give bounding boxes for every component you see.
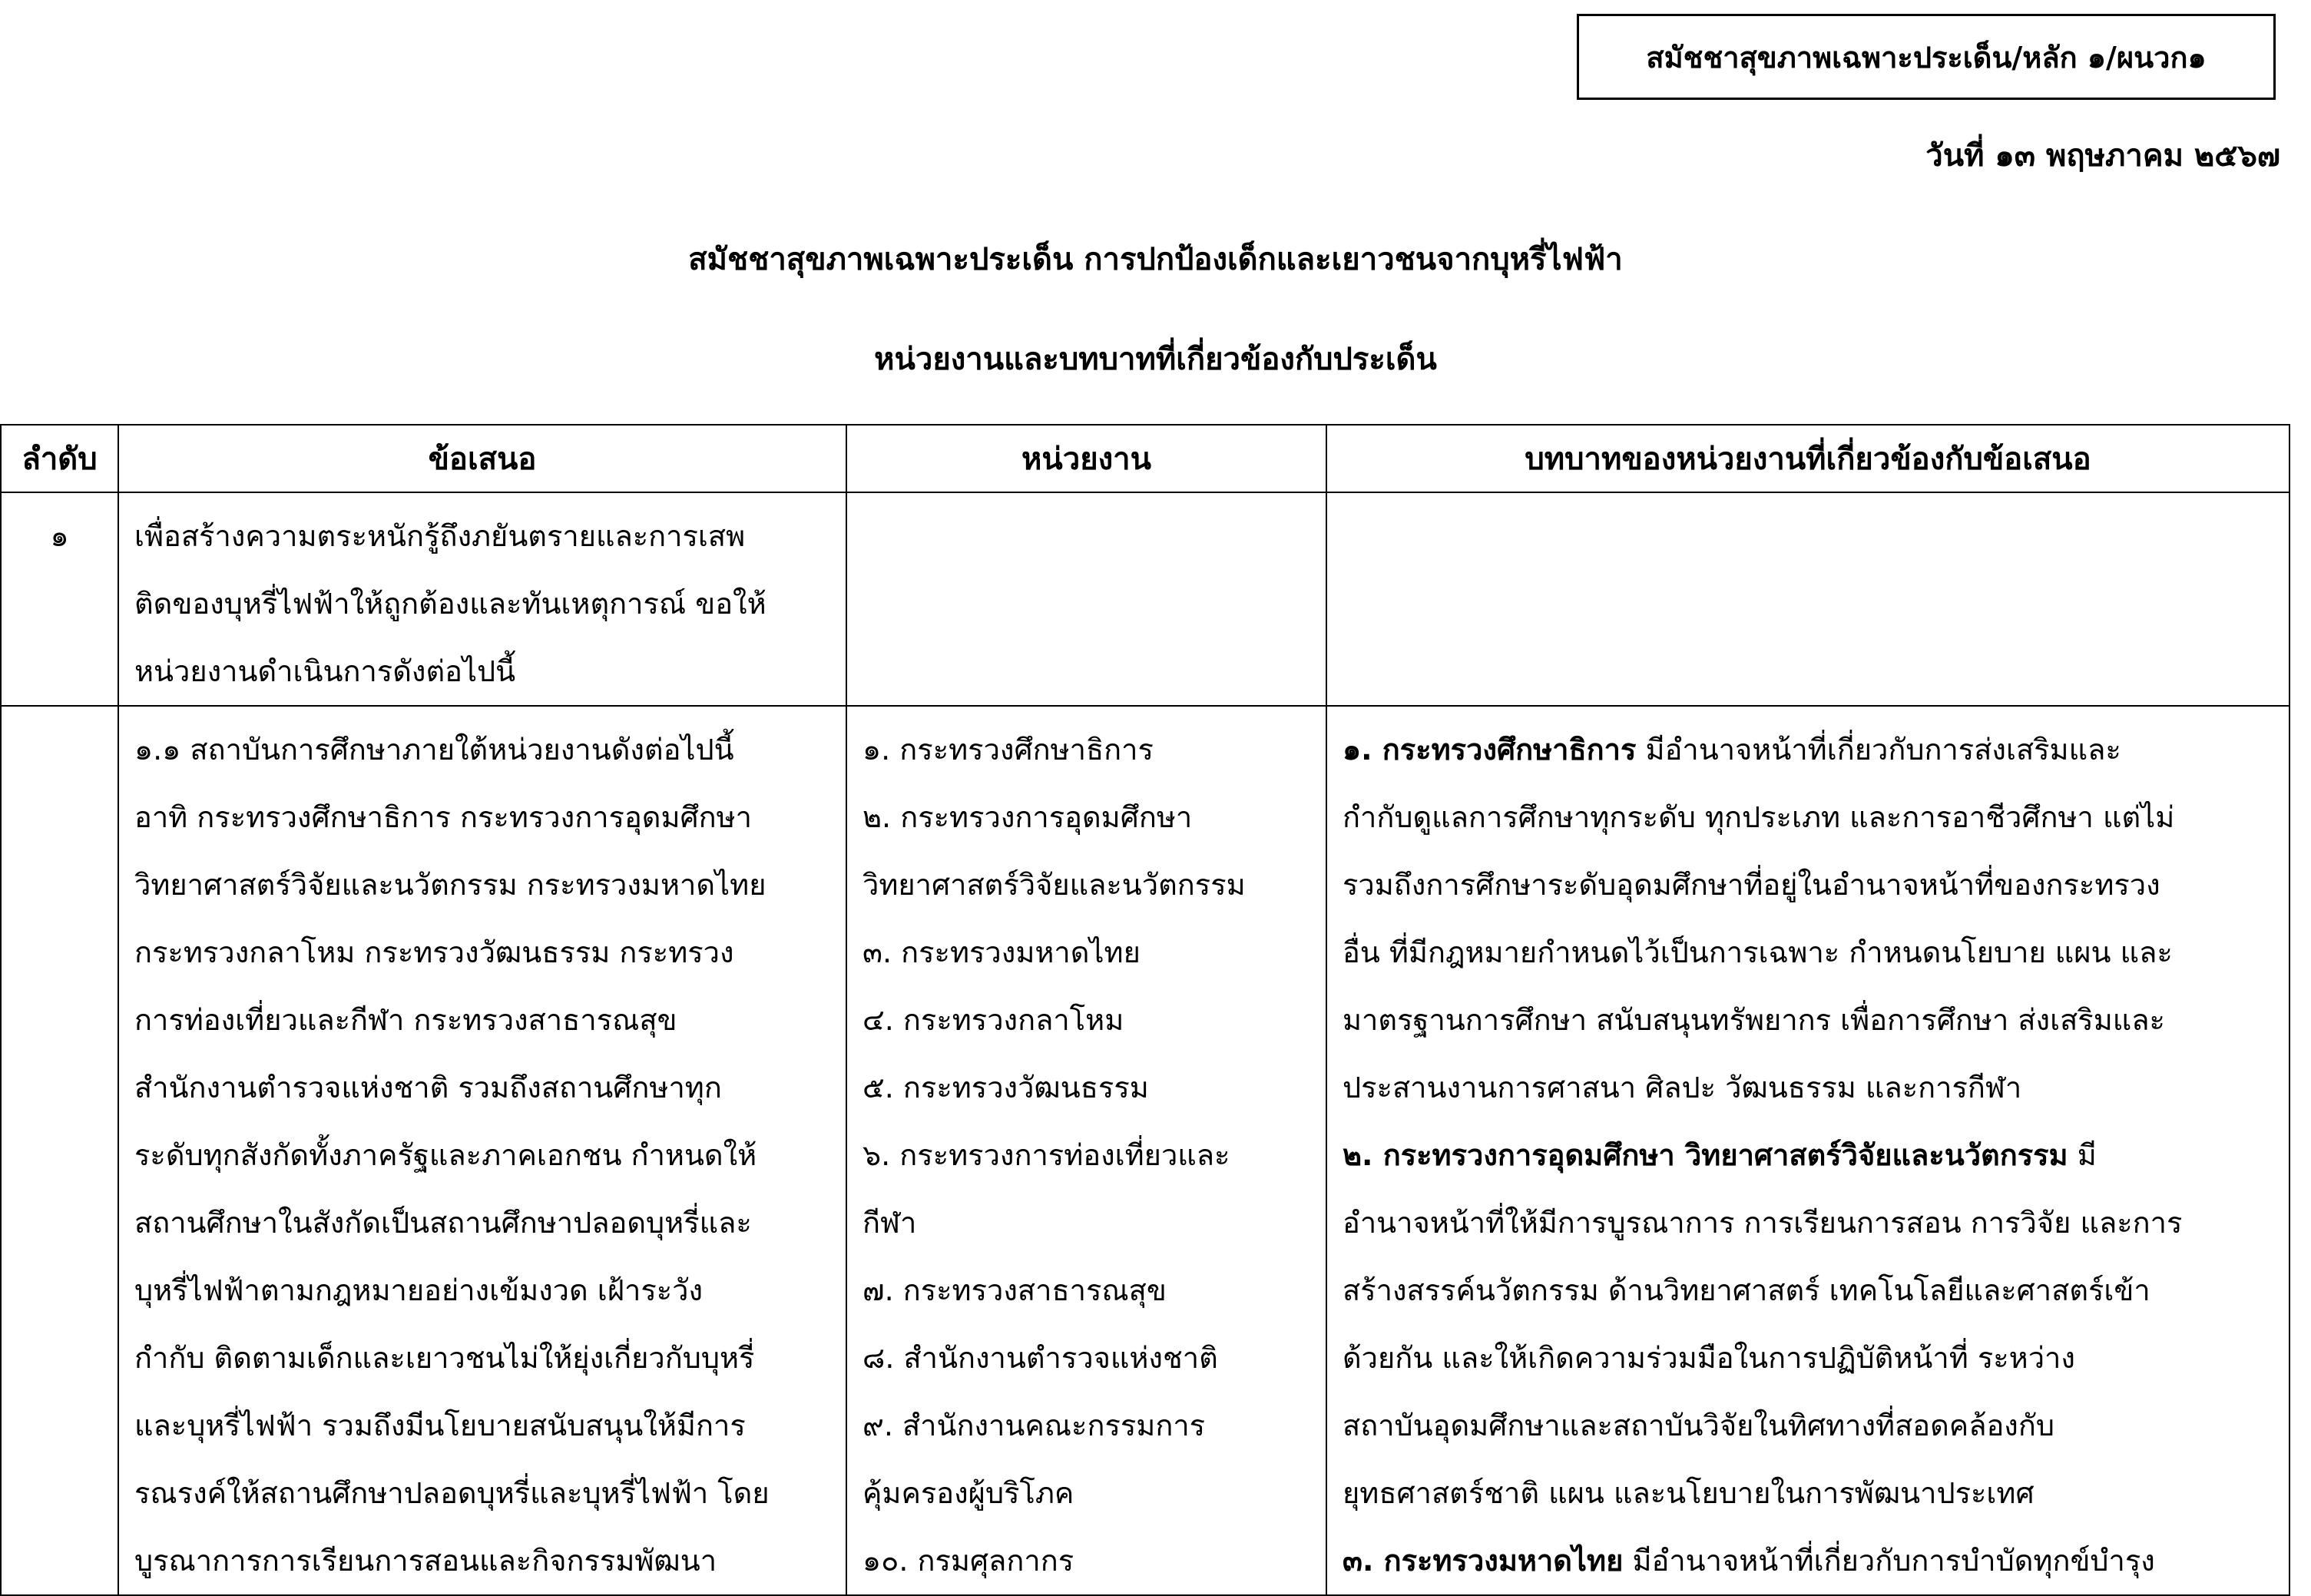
role-text: มี: [2068, 1138, 2097, 1172]
role-heading-moe: ๑. กระทรวงศึกษาธิการ: [1343, 733, 1637, 767]
proposal-line: การท่องเที่ยวและกีฬา กระทรวงสาธารณสุข: [134, 1003, 677, 1037]
role-line: รวมถึงการศึกษาระดับอุดมศึกษาที่อยู่ในอำนาจหน้าที่ของกระทรวง: [1343, 868, 2160, 902]
proposal-line: อาทิ กระทรวงศึกษาธิการ กระทรวงการอุดมศึกษา: [134, 800, 753, 834]
column-header-agency: หน่วยงาน: [846, 425, 1326, 492]
proposal-line: เพื่อสร้างความตระหนักรู้ถึงภยันตรายและการเสพ: [134, 519, 746, 553]
role-line: [1343, 716, 2273, 783]
role-line: สถาบันอุดมศึกษาและสถาบันวิจัยในทิศทางที่สอดคล้องกับ: [1343, 1409, 2054, 1442]
role-heading-moi: ๓. กระทรวงมหาดไทย: [1343, 1544, 1624, 1578]
role-cell: [1326, 492, 2289, 706]
role-line: [1343, 1121, 2273, 1189]
proposal-line: หน่วยงานดำเนินการดังต่อไปนี้: [134, 654, 516, 688]
agency-line: ๙. สำนักงานคณะกรรมการ: [862, 1409, 1206, 1442]
role-line: มาตรฐานการศึกษา สนับสนุนทรัพยากร เพื่อการศึกษา ส่งเสริมและ: [1343, 1003, 2165, 1037]
agency-line: ๗. กระทรวงสาธารณสุข: [862, 1273, 1167, 1307]
role-line: ด้วยกัน และให้เกิดความร่วมมือในการปฏิบัติหน้าที่ ระหว่าง: [1343, 1341, 2075, 1375]
proposal-line: รณรงค์ให้สถานศึกษาปลอดบุหรี่และบุหรี่ไฟฟ้า โดย: [134, 1476, 770, 1510]
row-number: [1, 706, 118, 1595]
proposal-line: ๑.๑ สถาบันการศึกษาภายใต้หน่วยงานดังต่อไปนี้: [134, 733, 734, 767]
table-header-row: [1, 425, 2289, 492]
agency-line: ๓. กระทรวงมหาดไทย: [862, 935, 1141, 969]
proposal-cell: [118, 492, 846, 706]
table-row: [1, 492, 2289, 706]
row-number: ๑: [1, 492, 118, 706]
document-subtitle: หน่วยงานและบทบาทที่เกี่ยวข้องกับประเด็น: [874, 342, 1437, 377]
agency-line: ๔. กระทรวงกลาโหม: [862, 1003, 1124, 1037]
agency-line: ๘. สำนักงานตำรวจแห่งชาติ: [862, 1341, 1218, 1375]
document-reference-box: [1577, 14, 2276, 100]
column-header-proposal: ข้อเสนอ: [118, 425, 846, 492]
document-date: วันที่ ๑๓ พฤษภาคม ๒๕๖๗: [1925, 138, 2280, 174]
agency-line: ๒. กระทรวงการอุดมศึกษา: [862, 800, 1193, 834]
proposal-line: กระทรวงกลาโหม กระทรวงวัฒนธรรม กระทรวง: [134, 935, 734, 969]
agency-cell: [846, 706, 1326, 1595]
role-line: [1343, 1527, 2273, 1594]
agency-line: ๕. กระทรวงวัฒนธรรม: [862, 1071, 1149, 1104]
proposal-cell: [118, 706, 846, 1595]
agency-line: วิทยาศาสตร์วิจัยและนวัตกรรม: [862, 868, 1246, 902]
proposal-line: บุหรี่ไฟฟ้าตามกฎหมายอย่างเข้มงวด เฝ้าระวัง: [134, 1273, 704, 1307]
proposal-line: สำนักงานตำรวจแห่งชาติ รวมถึงสถานศึกษาทุก: [134, 1071, 722, 1104]
agency-line: คุ้มครองผู้บริโภค: [862, 1476, 1074, 1510]
role-text: มีอำนาจหน้าที่เกี่ยวกับการส่งเสริมและ: [1636, 733, 2121, 767]
column-header-role: บทบาทของหน่วยงานที่เกี่ยวข้องกับข้อเสนอ: [1326, 425, 2289, 492]
proposal-line: ระดับทุกสังกัดทั้งภาครัฐและภาคเอกชน กำหนดให้: [134, 1138, 757, 1172]
proposal-line: และบุหรี่ไฟฟ้า รวมถึงมีนโยบายสนับสนุนให้มีการ: [134, 1409, 746, 1442]
document-reference-label: สมัชชาสุขภาพเฉพาะประเด็น/หลัก ๑/ผนวก๑: [1646, 40, 2207, 75]
role-line: อำนาจหน้าที่ให้มีการบูรณาการ การเรียนการสอน การวิจัย และการ: [1343, 1206, 2183, 1240]
role-line: อื่น ที่มีกฎหมายกำหนดไว้เป็นการเฉพาะ กำหนดนโยบาย แผน และ: [1343, 935, 2173, 969]
agency-line: ๖. กระทรวงการท่องเที่ยวและ: [862, 1138, 1230, 1172]
proposal-line: บูรณาการการเรียนการสอนและกิจกรรมพัฒนา: [134, 1544, 717, 1578]
role-line: สร้างสรรค์นวัตกรรม ด้านวิทยาศาสตร์ เทคโนโลยีและศาสตร์เข้า: [1343, 1273, 2150, 1307]
agency-cell: [846, 492, 1326, 706]
agency-roles-table: [0, 424, 2290, 1596]
role-line: ยุทธศาสตร์ชาติ แผน และนโยบายในการพัฒนาประเทศ: [1343, 1476, 2035, 1510]
role-text: มีอำนาจหน้าที่เกี่ยวกับการบำบัดทุกข์บำรุง: [1623, 1544, 2155, 1578]
proposal-line: วิทยาศาสตร์วิจัยและนวัตกรรม กระทรวงมหาดไทย: [134, 868, 766, 902]
role-line: ประสานงานการศาสนา ศิลปะ วัฒนธรรม และการกีฬา: [1343, 1071, 2022, 1104]
proposal-line: สถานศึกษาในสังกัดเป็นสถานศึกษาปลอดบุหรี่และ: [134, 1206, 752, 1240]
role-line: กำกับดูแลการศึกษาทุกระดับ ทุกประเภท และการอาชีวศึกษา แต่ไม่: [1343, 800, 2175, 834]
role-heading-mhesi: ๒. กระทรวงการอุดมศึกษา วิทยาศาสตร์วิจัยและนวัตกรรม: [1343, 1138, 2068, 1172]
agency-line: ๑. กระทรวงศึกษาธิการ: [862, 733, 1154, 767]
role-cell: [1326, 706, 2289, 1595]
proposal-line: กำกับ ติดตามเด็กและเยาวชนไม่ให้ยุ่งเกี่ยวกับบุหรี่: [134, 1341, 755, 1375]
table-row: [1, 706, 2289, 1595]
agency-line: กีฬา: [862, 1206, 917, 1240]
proposal-line: ติดของบุหรี่ไฟฟ้าให้ถูกต้องและทันเหตุการณ์ ขอให้: [134, 587, 766, 621]
column-header-order: ลำดับ: [1, 425, 118, 492]
agency-line: ๑๐. กรมศุลกากร: [862, 1544, 1074, 1578]
document-title: สมัชชาสุขภาพเฉพาะประเด็น การปกป้องเด็กและเยาวชนจากบุหรี่ไฟฟ้า: [688, 242, 1623, 277]
